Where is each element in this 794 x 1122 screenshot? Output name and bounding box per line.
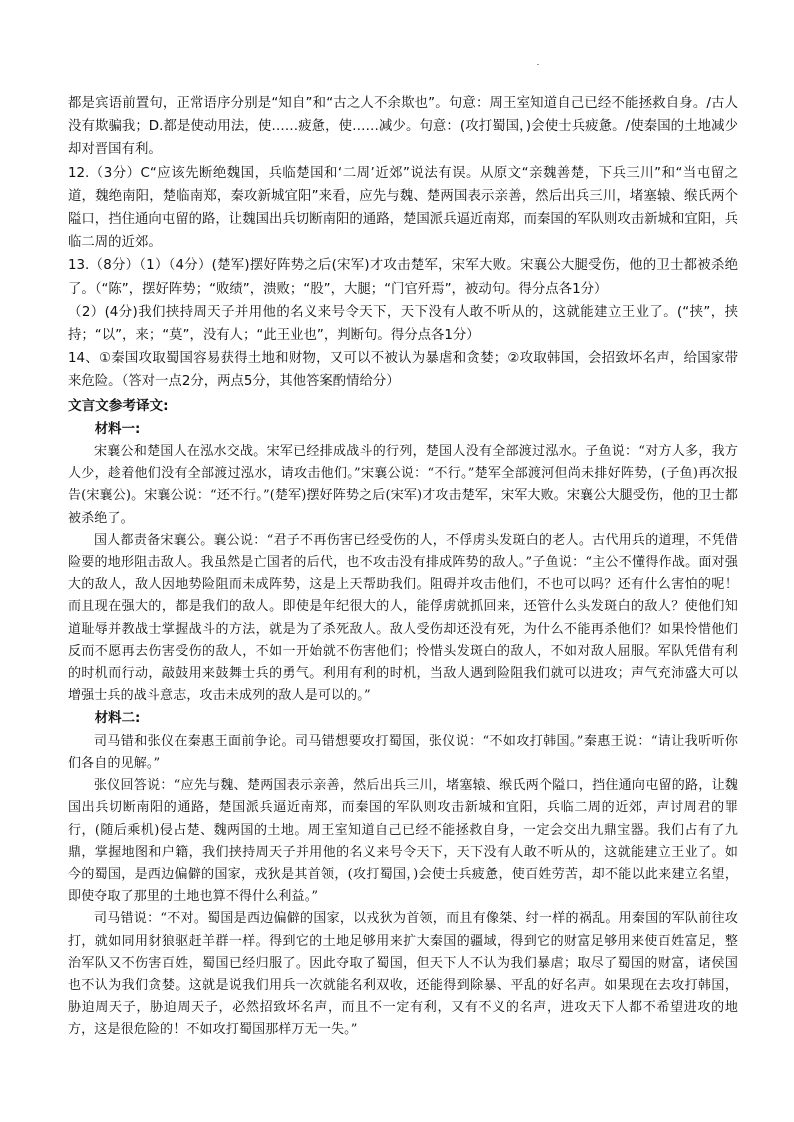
answer-sheet-page	[68, 92, 738, 1042]
material-2-paragraph-2: 张仪回答说：“应先与魏、楚两国表示亲善，然后出兵三川，堵塞辕、缑氏两个隘口，挡住通向屯留的路，让魏国出兵切断南阳的通路，楚国派兵逼近南郑，而秦国的军队则攻击新城和宜阳，兵临二周的近郊，声讨周君的罪行，(随后乘机)侵占楚、魏两国的土地。周王室知道自己已经不能拯救自身，一定会交出九鼎宝器。我们占有了九鼎，掌握地图和户籍，我们挟持周天子并用他的名义来号令天下，天下没有人敢不听从的，这就能建立王业了。如今的蜀国，是西边偏僻的国家，戎狄是其首领，(攻打蜀国，)会使士兵疲惫，使百姓劳苦，却不能以此来建立名望，即使夺取了那里的土地也算不得什么利益。”	[68, 778, 738, 905]
material-2-paragraph-3: 司马错说：“不对。蜀国是西边偏僻的国家，以戎狄为首领，而且有像桀、纣一样的祸乱。用秦国的军队前往攻打，就如同用豺狼驱赶羊群一样。得到它的土地足够用来扩大秦国的疆域，得到它的财富足够用来使百姓富足，整治军队又不伤害百姓，蜀国已经归服了。因此夺取了蜀国，但天下人不认为我们暴虐；取尽了蜀国的财富，诸侯国也不认为我们贪婪。这就是说我们用兵一次就能名利双收，还能得到除暴、平乱的好名声。如果现在去攻打韩国，胁迫周天子，胁迫周天子，必然招致坏名声，而且不一定有利，又有不义的名声，进攻天下人都不希望进攻的地方，这是很危险的！不如攻打蜀国那样万无一失。”	[68, 911, 738, 1038]
answer-12: 12.（3分）C“应该先断绝魏国，兵临楚国和‘二周’近郊”说法有误。从原文“亲魏善楚，下兵三川”和“当屯留之道，魏绝南阳，楚临南郑，秦攻新城宜阳”来看，应先与魏、楚两国表示亲善，然后出兵三川，堵塞辕、缑氏两个隘口，挡住通向屯留的路，让魏国出兵切断南阳的通路，楚国派兵逼近南郑，而秦国的军队则攻击新城和宜阳，兵临二周的近郊。	[68, 165, 738, 251]
answer-13-part1: 13.（8分）（1）（4分）(楚军)摆好阵势之后(宋军)才攻击楚军，宋军大败。宋襄公大腿受伤，他的卫士都被杀绝了。（“陈”，摆好阵势；“败绩”，溃败；“股”，大腿；“门官歼焉”，被动句。得分点各1分）	[68, 258, 738, 297]
material-1-label: 材料一:	[94, 421, 141, 437]
answer-13-part2: （2）(4分)我们挟持周天子并用他的名义来号令天下，天下没有人敢不听从的，这就能建立王业了。(“挟”，挟持；“以”，来；“莫”，没有人；“此王业也”，判断句。得分点各1分）	[68, 304, 738, 344]
answer-11-continuation: 都是宾语前置句，正常语序分别是“知自”和“古之人不余欺也”。句意：周王室知道自己已经不能拯救自身。/古人没有欺骗我；D.都是使动用法，使……疲惫，使……减少。句意：(攻打蜀国，)会使士兵疲惫。/使秦国的土地减少却对晋国有利。	[68, 96, 738, 158]
material-1-paragraph-2: 国人都责备宋襄公。襄公说：“君子不再伤害已经受伤的人，不俘虏头发斑白的老人。古代用兵的道理，不凭借险要的地形阻击敌人。我虽然是亡国者的后代，也不攻击没有排成阵势的敌人。”子鱼说：“主公不懂得作战。面对强大的敌人，敌人因地势险阻而未成阵势，这是上天帮助我们。阻碍并攻击他们，不也可以吗？还有什么害怕的呢！而且现在强大的，都是我们的敌人。即使是年纪很大的人，能俘虏就抓回来，还管什么头发斑白的敌人？使他们知道耻辱并教战士掌握战斗的方法，就是为了杀死敌人。敌人受伤却还没有死，为什么不能再杀他们？如果怜惜他们反而不愿再去伤害受伤的敌人，不如一开始就不伤害他们；怜惜头发斑白的敌人，不如对敌人屈服。军队凭借有利的时机而行动，敲鼓用来鼓舞士兵的勇气。利用有利的时机，当敌人遇到险阻我们就可以进攻；声气充沛盛大可以增强士兵的战斗意志，攻击未成列的敌人是可以的。”	[68, 532, 738, 704]
translation-heading: 文言文参考译文:	[68, 397, 169, 414]
material-1-paragraph-1: 宋襄公和楚国人在泓水交战。宋军已经排成战斗的行列，楚国人没有全部渡过泓水。子鱼说：“对方人多，我方人少，趁着他们没有全部渡过泓水，请攻击他们。”宋襄公说：“不行。”楚军全部渡河但尚未排好阵势，(子鱼)再次报告(宋襄公)。宋襄公说：“还不行。”(楚军)摆好阵势之后(宋军)才攻击楚军，宋军大败。宋襄公大腿受伤，他的卫士都被杀绝了。	[68, 444, 738, 526]
material-2-label: 材料二:	[94, 711, 141, 727]
scan-speck	[537, 64, 539, 65]
material-2-paragraph-1: 司马错和张仪在秦惠王面前争论。司马错想要攻打蜀国，张仪说：“不如攻打韩国。”秦惠王说：“请让我听听你们各自的见解。”	[68, 733, 738, 771]
answer-14: 14、①秦国攻取蜀国容易获得土地和财物，又可以不被认为暴虐和贪婪；②攻取韩国，会招致坏名声，给国家带来危险。（答对一点2分，两点5分，其他答案酌情给分）	[68, 351, 738, 390]
